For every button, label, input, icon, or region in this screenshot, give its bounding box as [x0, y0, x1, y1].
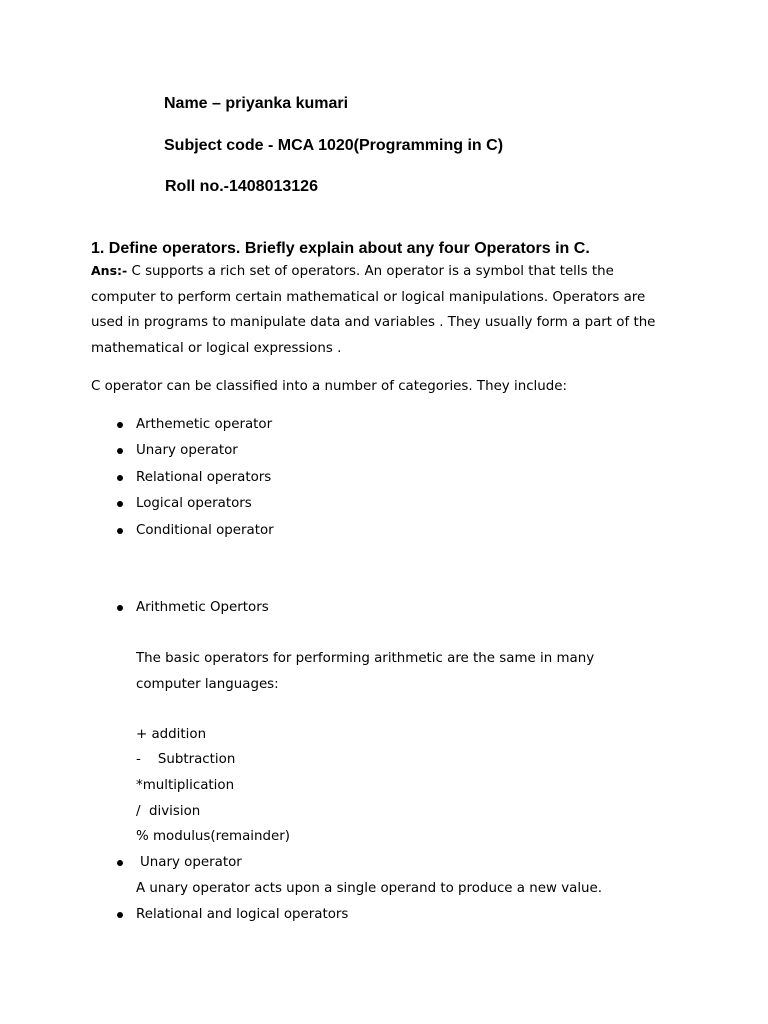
classify-sentence: C operator can be classified into a number of categories. They include: [91, 379, 568, 394]
bullet-icon [117, 605, 123, 611]
student-name: Name – priyanka kumari [164, 95, 349, 112]
bullet-icon [117, 501, 123, 507]
unary-description: A unary operator acts upon a single operand to produce a new value. [136, 881, 603, 896]
unary-heading: Unary operator [140, 855, 242, 870]
answer-text: C supports a rich set of operators. An operator is a symbol that tells the computer to perform certain mathematical or logical manipulations. Operators are used in programs to manipulate data and variables . They usually form a part of the mathematical or logical expressions . [91, 264, 656, 356]
bullet-icon [117, 860, 123, 866]
operator-item: / division [136, 804, 201, 819]
list-item: Conditional operator [136, 523, 274, 538]
operator-item: *multiplication [136, 778, 235, 793]
list-item: Relational operators [136, 470, 272, 485]
list-item: Logical operators [136, 496, 252, 511]
bullet-icon [117, 528, 123, 534]
question-title: 1. Define operators. Briefly explain about any four Operators in C. [91, 240, 590, 257]
arithmetic-heading: Arithmetic Opertors [136, 600, 269, 615]
bullet-icon [117, 448, 123, 454]
bullet-icon [117, 475, 123, 481]
bullet-icon [117, 912, 123, 918]
operator-item: + addition [136, 727, 207, 742]
roll-number: Roll no.-1408013126 [165, 178, 318, 195]
arithmetic-intro-line-2: computer languages: [136, 677, 279, 692]
subject-code: Subject code - MCA 1020(Programming in C) [164, 137, 504, 154]
arithmetic-intro-line-1: The basic operators for performing arithmetic are the same in many [136, 651, 595, 666]
bullet-icon [117, 422, 123, 428]
answer-paragraph [91, 258, 681, 361]
operator-item: - Subtraction [136, 752, 236, 767]
list-item: Unary operator [136, 443, 238, 458]
relational-logical-heading: Relational and logical operators [136, 907, 349, 922]
operator-item: % modulus(remainder) [136, 829, 290, 844]
answer-label: Ans:- [91, 263, 128, 278]
list-item: Arthemetic operator [136, 417, 273, 432]
